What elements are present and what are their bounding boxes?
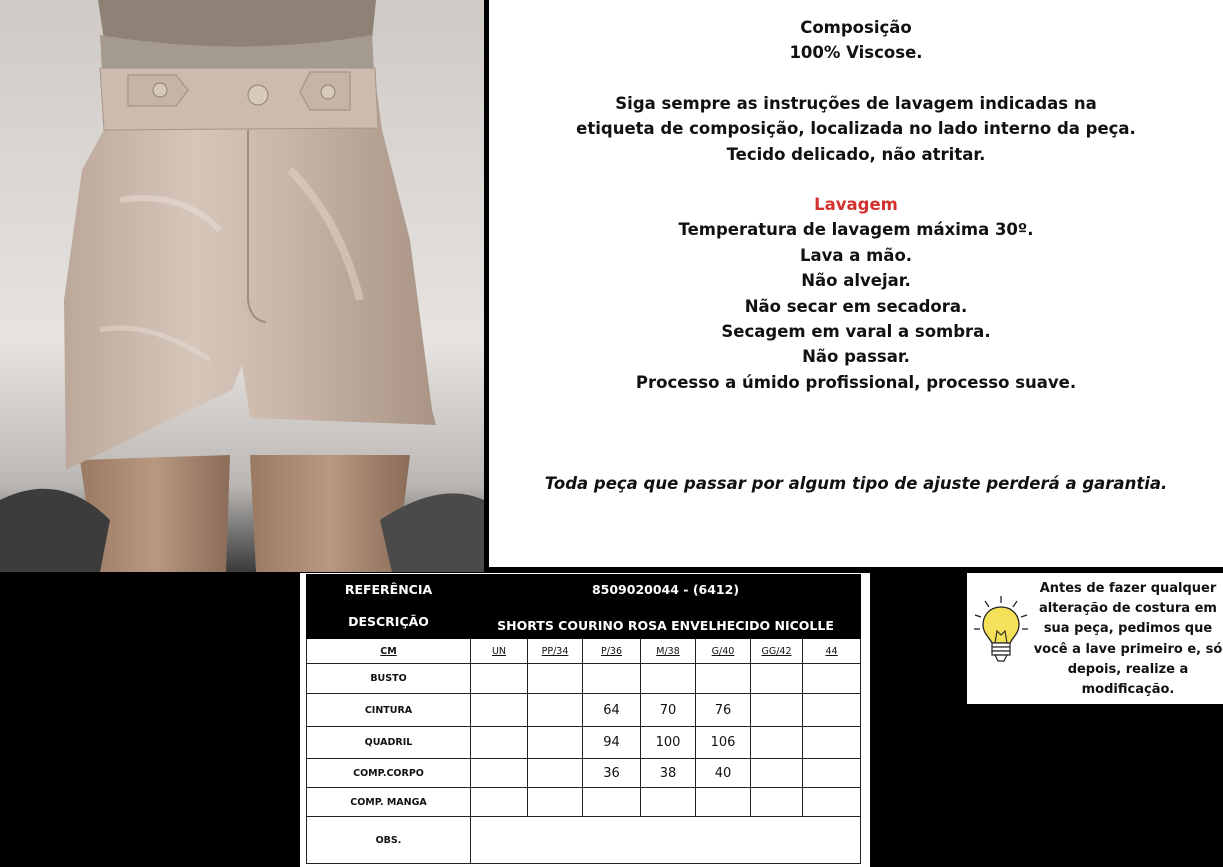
table-row	[307, 727, 861, 759]
table-cell	[471, 727, 528, 759]
size-chart	[300, 573, 870, 867]
row-label: QUADRIL	[307, 727, 471, 759]
row-label: CINTURA	[307, 694, 471, 727]
wash-line: Temperatura de lavagem máxima 30º.	[678, 220, 1034, 240]
row-label: COMP.CORPO	[307, 759, 471, 788]
wash-line: Não alvejar.	[801, 271, 911, 291]
table-cell	[751, 788, 803, 817]
tip-line: sua peça, pedimos que	[1043, 621, 1213, 637]
composition-title: Composição	[800, 18, 912, 37]
description-label: DESCRIÇÃO	[307, 605, 471, 639]
care-line: etiqueta de composição, localizada no lado interno da peça.	[576, 119, 1136, 139]
table-cell: 94	[583, 727, 641, 759]
table-row	[307, 664, 861, 694]
table-cell	[471, 664, 528, 694]
table-cell	[751, 759, 803, 788]
care-line: Tecido delicado, não atritar.	[726, 144, 986, 164]
table-cell	[696, 664, 751, 694]
description-value: SHORTS COURINO ROSA ENVELHECIDO NICOLLE	[471, 605, 861, 639]
tip-line: depois, realize a	[1067, 661, 1189, 677]
size-header: 44	[803, 639, 861, 664]
table-cell	[751, 694, 803, 727]
table-cell	[471, 759, 528, 788]
table-cell	[803, 727, 861, 759]
composition-value: 100% Viscose.	[789, 43, 923, 63]
description-row	[307, 605, 861, 639]
wash-line: Não passar.	[802, 347, 910, 367]
wash-title: Lavagem	[814, 195, 898, 215]
row-label: COMP. MANGA	[307, 788, 471, 817]
table-cell	[528, 694, 583, 727]
tip-text	[1033, 579, 1223, 700]
table-cell	[751, 727, 803, 759]
table-cell	[803, 664, 861, 694]
table-cell	[471, 788, 528, 817]
care-line: Siga sempre as instruções de lavagem indicadas na	[615, 93, 1097, 113]
table-cell	[641, 788, 696, 817]
table-cell: 36	[583, 759, 641, 788]
table-cell	[803, 694, 861, 727]
table-cell	[528, 788, 583, 817]
product-photo	[0, 0, 484, 572]
tip-line: Antes de fazer qualquer	[1039, 581, 1217, 596]
table-row	[307, 694, 861, 727]
table-cell	[803, 759, 861, 788]
size-header: G/40	[696, 639, 751, 664]
size-header: UN	[471, 639, 528, 664]
size-header: PP/34	[528, 639, 583, 664]
shorts-illustration	[0, 0, 484, 572]
table-cell: 38	[641, 759, 696, 788]
reference-value: 8509020044 - (6412)	[471, 575, 861, 605]
table-cell	[751, 664, 803, 694]
tip-line: modificação.	[1081, 682, 1175, 698]
reference-label: REFERÊNCIA	[307, 575, 471, 605]
alteration-tip	[967, 573, 1223, 704]
table-cell: 40	[696, 759, 751, 788]
size-table	[306, 574, 861, 864]
lightbulb-icon	[973, 595, 1029, 667]
obs-label: OBS.	[307, 817, 471, 864]
table-cell	[471, 694, 528, 727]
care-info-panel	[489, 0, 1223, 567]
warranty-note: Toda peça que passar por algum tipo de ajuste perderá a garantia.	[544, 474, 1168, 494]
wash-line: Não secar em secadora.	[744, 296, 968, 316]
size-header: M/38	[641, 639, 696, 664]
table-cell: 100	[641, 727, 696, 759]
wash-line: Processo a úmido profissional, processo suave.	[635, 372, 1077, 392]
size-header: P/36	[583, 639, 641, 664]
table-cell	[696, 788, 751, 817]
obs-value	[471, 817, 861, 864]
table-cell: 64	[583, 694, 641, 727]
obs-row	[307, 817, 861, 864]
wash-line: Lava a mão.	[799, 245, 913, 265]
table-cell: 106	[696, 727, 751, 759]
table-cell	[583, 788, 641, 817]
table-cell	[583, 664, 641, 694]
row-label: BUSTO	[307, 664, 471, 694]
table-cell	[641, 664, 696, 694]
table-cell: 76	[696, 694, 751, 727]
table-row	[307, 759, 861, 788]
table-cell	[528, 727, 583, 759]
unit-header: CM	[307, 639, 471, 664]
table-cell	[528, 664, 583, 694]
table-cell	[528, 759, 583, 788]
reference-row	[307, 575, 861, 605]
table-cell: 70	[641, 694, 696, 727]
size-header-row	[307, 639, 861, 664]
wash-line: Secagem em varal a sombra.	[721, 322, 991, 342]
table-row	[307, 788, 861, 817]
size-header: GG/42	[751, 639, 803, 664]
table-cell	[803, 788, 861, 817]
tip-line: você a lave primeiro e, só	[1033, 641, 1223, 657]
tip-line: alteração de costura em	[1039, 601, 1217, 617]
